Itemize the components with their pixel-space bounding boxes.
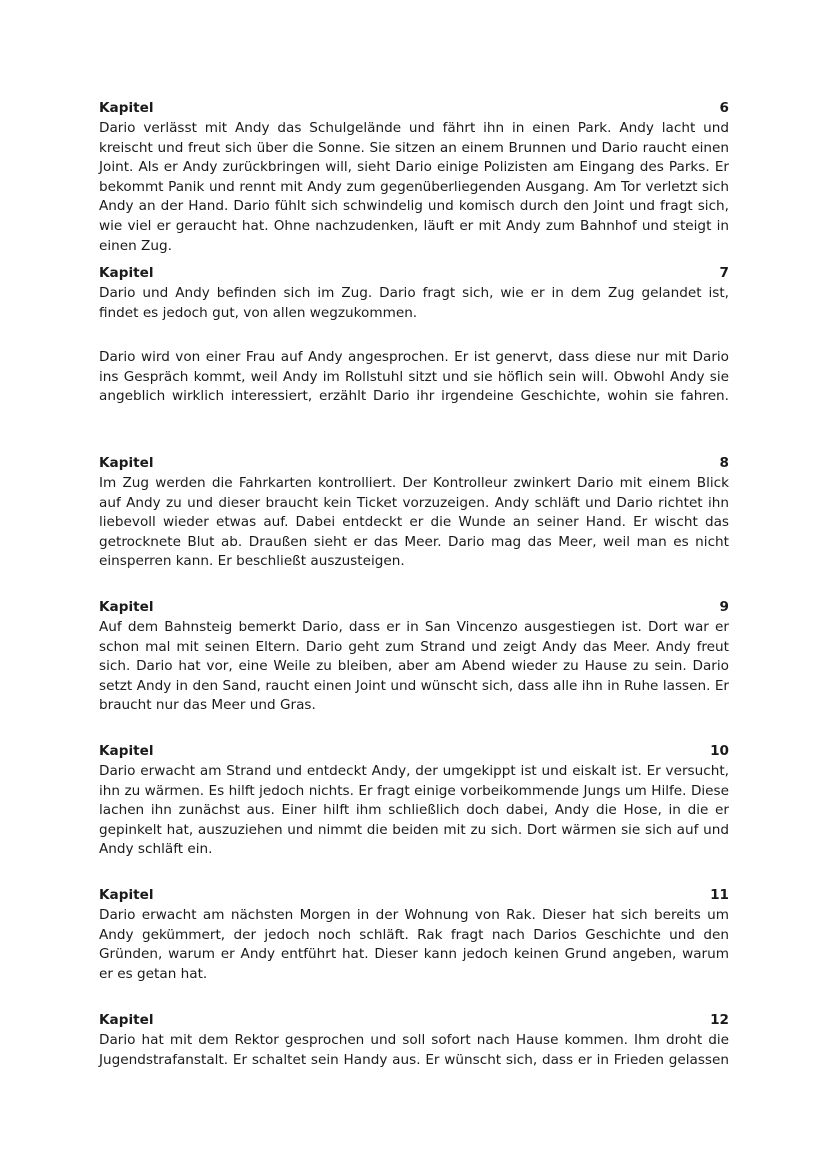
chapter-12-heading (99, 1011, 729, 1031)
chapter-number: 7 (719, 265, 729, 281)
chapter-number: 8 (719, 455, 729, 471)
chapter-label: Kapitel (99, 599, 154, 615)
chapter-7-paragraph-1: Dario und Andy befinden sich im Zug. Dario fragt sich, wie er in dem Zug gelandet ist, findet es jedoch gut, von allen wegzukommen. (99, 285, 729, 321)
chapter-label: Kapitel (99, 455, 154, 471)
chapter-number: 6 (719, 100, 729, 116)
chapter-9-heading (99, 598, 729, 618)
chapter-7-heading (99, 264, 729, 284)
chapter-10-paragraph: Dario erwacht am Strand und entdeckt Andy, der umgekippt ist und eiskalt ist. Er versucht, ihn zu wärmen. Es hilft jedoch nichts. Er fragt einige vorbeikommende Jungs um Hilfe. Diese lachen ihn zunächst aus. Einer hilft ihm schließlich doch dabei, Andy die Hose, in die er gepinkelt hat, auszuziehen und nimmt die beiden mit zu sich. Dort wärmen sie sich auf und Andy schläft ein. (99, 763, 729, 858)
chapter-10-heading (99, 742, 729, 762)
chapter-label: Kapitel (99, 743, 154, 759)
chapter-label: Kapitel (99, 1012, 154, 1028)
chapter-7-paragraph-2: Dario wird von einer Frau auf Andy angesprochen. Er ist genervt, dass diese nur mit Dario ins Gespräch kommt, weil Andy im Rollstuhl sitzt und sie höflich sein will. Obwohl Andy sie angeblich wirklich interessiert, erzählt Dario ihr irgendeine Geschichte, wohin sie fahren. (99, 349, 729, 405)
chapter-number: 12 (710, 1012, 729, 1028)
chapter-11-paragraph: Dario erwacht am nächsten Morgen in der Wohnung von Rak. Dieser hat sich bereits um Andy gekümmert, der jedoch noch schläft. Rak fragt nach Darios Geschichte und den Gründen, warum er Andy entführt hat. Dieser kann jedoch keinen Grund angeben, warum er es getan hat. (99, 907, 729, 982)
chapter-8-heading (99, 454, 729, 474)
chapter-9-paragraph: Auf dem Bahnsteig bemerkt Dario, dass er in San Vincenzo ausgestiegen ist. Dort war er schon mal mit seinen Eltern. Dario geht zum Strand und zeigt Andy das Meer. Andy freut sich. Dario hat vor, eine Weile zu bleiben, aber am Abend wieder zu Hause zu sein. Dario setzt Andy in den Sand, raucht einen Joint und wünscht sich, dass alle ihn in Ruhe lassen. Er braucht nur das Meer und Gras. (99, 619, 729, 714)
chapter-8-paragraph: Im Zug werden die Fahrkarten kontrolliert. Der Kontrolleur zwinkert Dario mit einem Blick auf Andy zu und dieser braucht kein Ticket vorzuzeigen. Andy schläft und Dario richtet ihn liebevoll wieder etwas auf. Dabei entdeckt er die Wunde an seiner Hand. Er wischt das getrocknete Blut ab. Draußen sieht er das Meer. Dario mag das Meer, weil man es nicht einsperren kann. Er beschließt auszusteigen. (99, 475, 729, 570)
chapter-12-paragraph: Dario hat mit dem Rektor gesprochen und soll sofort nach Hause kommen. Ihm droht die Jugendstrafanstalt. Er schaltet sein Handy aus. Er wünscht sich, dass er in Frieden gelassen (99, 1032, 729, 1068)
chapter-number: 9 (719, 599, 729, 615)
chapter-label: Kapitel (99, 265, 154, 281)
chapter-label: Kapitel (99, 100, 154, 116)
chapter-number: 10 (710, 743, 729, 759)
chapter-6-paragraph: Dario verlässt mit Andy das Schulgelände und fährt ihn in einen Park. Andy lacht und kreischt und freut sich über die Sonne. Sie sitzen an einem Brunnen und Dario raucht einen Joint. Als er Andy zurückbringen will, sieht Dario einige Polizisten am Eingang des Parks. Er bekommt Panik und rennt mit Andy zum gegenüberliegenden Ausgang. Am Tor verletzt sich Andy an der Hand. Dario fühlt sich schwindelig und komisch durch den Joint und fragt sich, wie viel er geraucht hat. Ohne nachzudenken, läuft er mit Andy zum Bahnhof und steigt in einen Zug. (99, 120, 729, 254)
chapter-label: Kapitel (99, 887, 154, 903)
chapter-6-heading (99, 99, 729, 119)
chapter-number: 11 (710, 887, 729, 903)
chapter-11-heading (99, 886, 729, 906)
